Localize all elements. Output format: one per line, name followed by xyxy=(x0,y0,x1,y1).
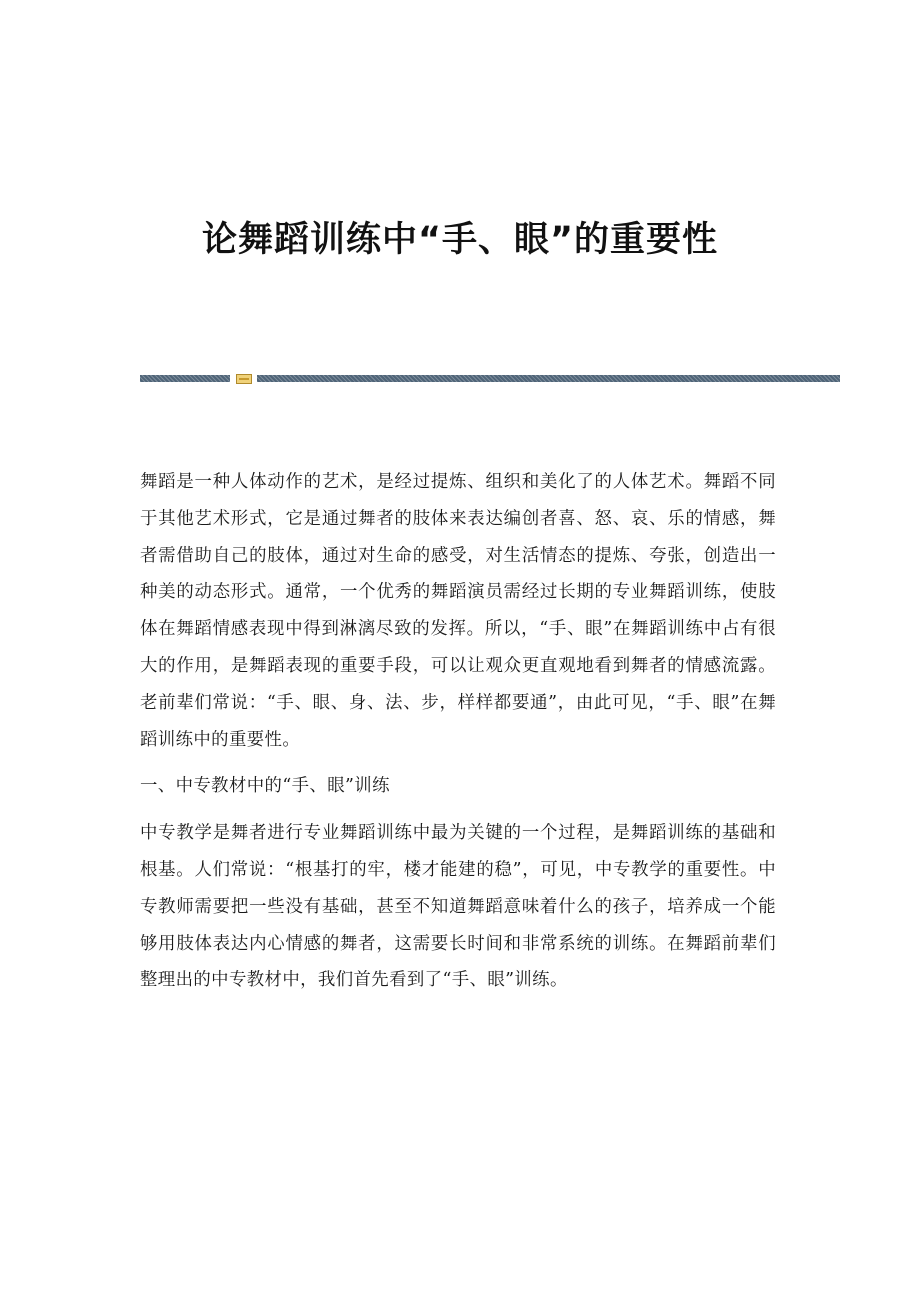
divider-bar-right xyxy=(257,375,840,382)
document-title: 论舞蹈训练中“手、眼”的重要性 xyxy=(201,220,718,260)
intro-paragraph: 舞蹈是一种人体动作的艺术，是经过提炼、组织和美化了的人体艺术。舞蹈不同于其他艺术形式，它是通过舞者的肢体来表达编创者喜、怒、哀、乐的情感，舞者需借助自己的肢体，通过对生命的感受，对生活情态的提炼、夸张，创造出一种美的动态形式。通常，一个优秀的舞蹈演员需经过长期的专业舞蹈训练，使肢体在舞蹈情感表现中得到淋漓尽致的发挥。所以，“手、眼”在舞蹈训练中占有很大的作用，是舞蹈表现的重要手段，可以让观众更直观地看到舞者的情感流露。老前辈们常说：“手、眼、身、法、步，样样都要通”，由此可见，“手、眼”在舞蹈训练中的重要性。 xyxy=(140,472,776,750)
document-body xyxy=(140,464,776,1009)
section-heading: 一、中专教材中的“手、眼”训练 xyxy=(140,776,390,797)
divider-ornament-icon xyxy=(236,374,252,384)
title-divider xyxy=(140,374,840,384)
section-paragraph: 中专教学是舞者进行专业舞蹈训练中最为关键的一个过程，是舞蹈训练的基础和根基。人们常说：“根基打的牢，楼才能建的稳”，可见，中专教学的重要性。中专教师需要把一些没有基础，甚至不知道舞蹈意味着什么的孩子，培养成一个能够用肢体表达内心情感的舞者，这需要长时间和非常系统的训练。在舞蹈前辈们整理出的中专教材中，我们首先看到了“手、眼”训练。 xyxy=(140,823,776,991)
divider-bar-left xyxy=(140,375,230,382)
